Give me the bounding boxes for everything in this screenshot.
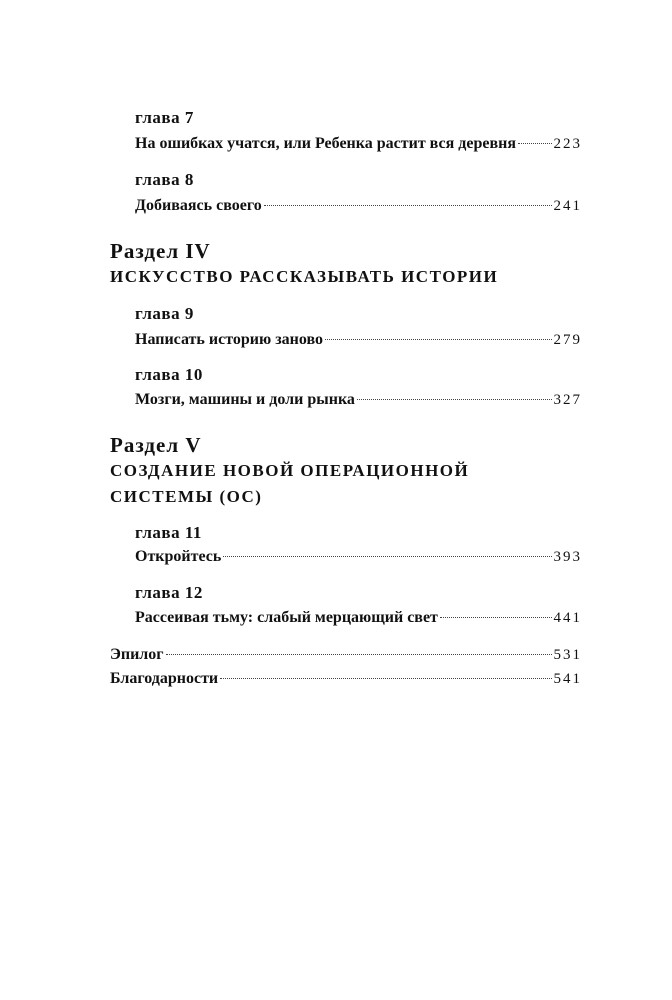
section-4-title: ИСКУССТВО РАССКАЗЫВАТЬ ИСТОРИИ bbox=[110, 267, 499, 286]
toc-entry-title: Добиваясь своего bbox=[135, 197, 262, 214]
dot-leader bbox=[357, 399, 552, 400]
dot-leader bbox=[325, 339, 552, 340]
dot-leader bbox=[166, 654, 552, 655]
toc-entry-chapter-8[interactable] bbox=[135, 196, 582, 216]
section-5-number: Раздел V bbox=[110, 433, 202, 457]
section-5-title-line1: СОЗДАНИЕ НОВОЙ ОПЕРАЦИОННОЙ bbox=[110, 461, 470, 480]
chapter-11-label: глава 11 bbox=[135, 523, 202, 542]
toc-entry-chapter-10[interactable] bbox=[135, 390, 582, 410]
dot-leader bbox=[264, 205, 552, 206]
dot-leader bbox=[440, 617, 552, 618]
toc-entry-acknowledgements[interactable] bbox=[110, 669, 582, 689]
section-5-heading bbox=[110, 432, 469, 510]
toc-entry-title: Мозги, машины и доли рынка bbox=[135, 391, 355, 408]
toc-entry-page: 327 bbox=[553, 392, 582, 408]
chapter-12-label: глава 12 bbox=[135, 583, 203, 602]
toc-entry-page: 393 bbox=[553, 549, 582, 565]
dot-leader bbox=[223, 556, 551, 557]
toc-entry-title: Рассеивая тьму: слабый мерцающий свет bbox=[135, 609, 438, 626]
chapter-10-label: глава 10 bbox=[135, 365, 203, 384]
toc-entry-page: 531 bbox=[553, 647, 582, 663]
toc-entry-page: 223 bbox=[553, 136, 582, 152]
toc-entry-chapter-11[interactable] bbox=[135, 547, 582, 567]
toc-entry-chapter-9[interactable] bbox=[135, 330, 582, 350]
section-4-heading bbox=[110, 238, 498, 290]
toc-entry-page: 541 bbox=[553, 671, 582, 687]
toc-entry-page: 441 bbox=[553, 610, 582, 626]
dot-leader bbox=[220, 678, 551, 679]
toc-entry-title: Благодарности bbox=[110, 670, 219, 687]
toc-entry-epilogue[interactable] bbox=[110, 645, 582, 665]
section-5-title-line2: СИСТЕМЫ (ОС) bbox=[110, 487, 263, 506]
section-4-number: Раздел IV bbox=[110, 239, 211, 263]
toc-entry-title: Откройтесь bbox=[135, 548, 222, 565]
toc-entry-title: Написать историю заново bbox=[135, 331, 323, 348]
dot-leader bbox=[518, 143, 552, 144]
chapter-7-label: глава 7 bbox=[135, 108, 194, 127]
toc-entry-page: 279 bbox=[553, 332, 582, 348]
toc-entry-page: 241 bbox=[553, 198, 582, 214]
toc-entry-title: Эпилог bbox=[110, 646, 164, 663]
toc-entry-title: На ошибках учатся, или Ребенка растит вся деревня bbox=[135, 135, 516, 152]
toc-entry-chapter-7[interactable] bbox=[135, 134, 582, 154]
chapter-9-label: глава 9 bbox=[135, 304, 194, 323]
chapter-8-label: глава 8 bbox=[135, 170, 194, 189]
toc-entry-chapter-12[interactable] bbox=[135, 608, 582, 628]
